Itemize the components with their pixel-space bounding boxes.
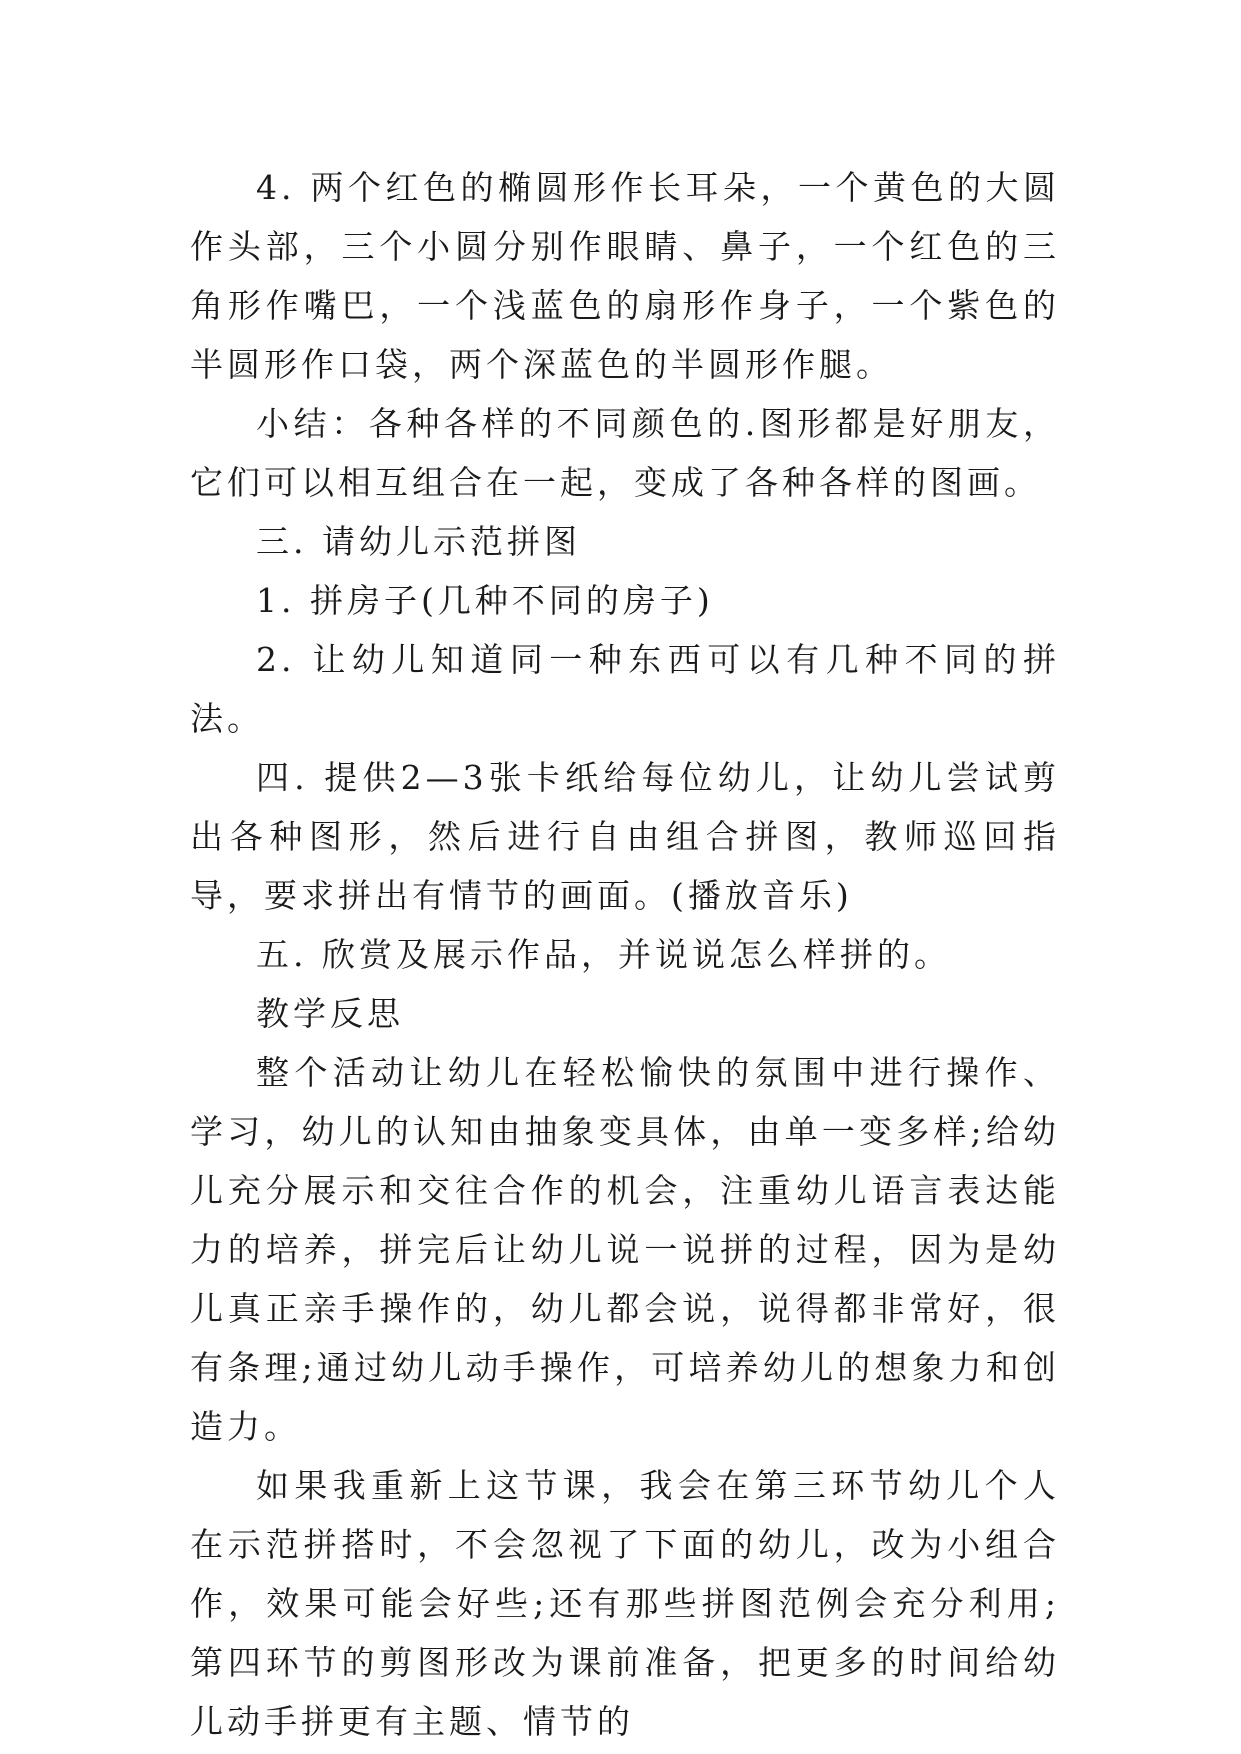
paragraph-step-five: 五. 欣赏及展示作品，并说说怎么样拼的。 bbox=[256, 935, 951, 974]
paragraph-step-three: 三. 请幼儿示范拼图 bbox=[256, 522, 581, 561]
section-heading-reflection: 教学反思 bbox=[256, 994, 404, 1033]
paragraph-build-house: 1. 拼房子(几种不同的房子) bbox=[256, 581, 714, 620]
paragraph-different-methods: 2. 让幼儿知道同一种东西可以有几种不同的拼法。 bbox=[190, 640, 1060, 738]
paragraph-reflection-2: 如果我重新上这节课，我会在第三环节幼儿个人在示范拼搭时，不会忽视了下面的幼儿，改为小组合作，效果可能会好些;还有那些拼图范例会充分利用;第四环节的剪图形改为课前准备，把更多的时间给幼儿动手拼更有主题、情节的 bbox=[190, 1466, 1060, 1741]
paragraph-rabbit-shapes: 4. 两个红色的椭圆形作长耳朵，一个黄色的大圆作头部，三个小圆分别作眼睛、鼻子，一个红色的三角形作嘴巴，一个浅蓝色的扇形作身子，一个紫色的半圆形作口袋，两个深蓝色的半圆形作腿。 bbox=[190, 168, 1060, 384]
paragraph-reflection-1: 整个活动让幼儿在轻松愉快的氛围中进行操作、学习，幼儿的认知由抽象变具体，由单一变多样;给幼儿充分展示和交往合作的机会，注重幼儿语言表达能力的培养，拼完后让幼儿说一说拼的过程，因为是幼儿真正亲手操作的，幼儿都会说，说得都非常好，很有条理;通过幼儿动手操作，可培养幼儿的想象力和创造力。 bbox=[190, 1053, 1060, 1446]
paragraph-summary: 小结：各种各样的不同颜色的.图形都是好朋友，它们可以相互组合在一起，变成了各种各样的图画。 bbox=[190, 404, 1060, 502]
document-body bbox=[190, 158, 1060, 1751]
paragraph-step-four: 四. 提供2—3张卡纸给每位幼儿，让幼儿尝试剪出各种图形，然后进行自由组合拼图，教师巡回指导，要求拼出有情节的画面。(播放音乐) bbox=[190, 758, 1060, 915]
